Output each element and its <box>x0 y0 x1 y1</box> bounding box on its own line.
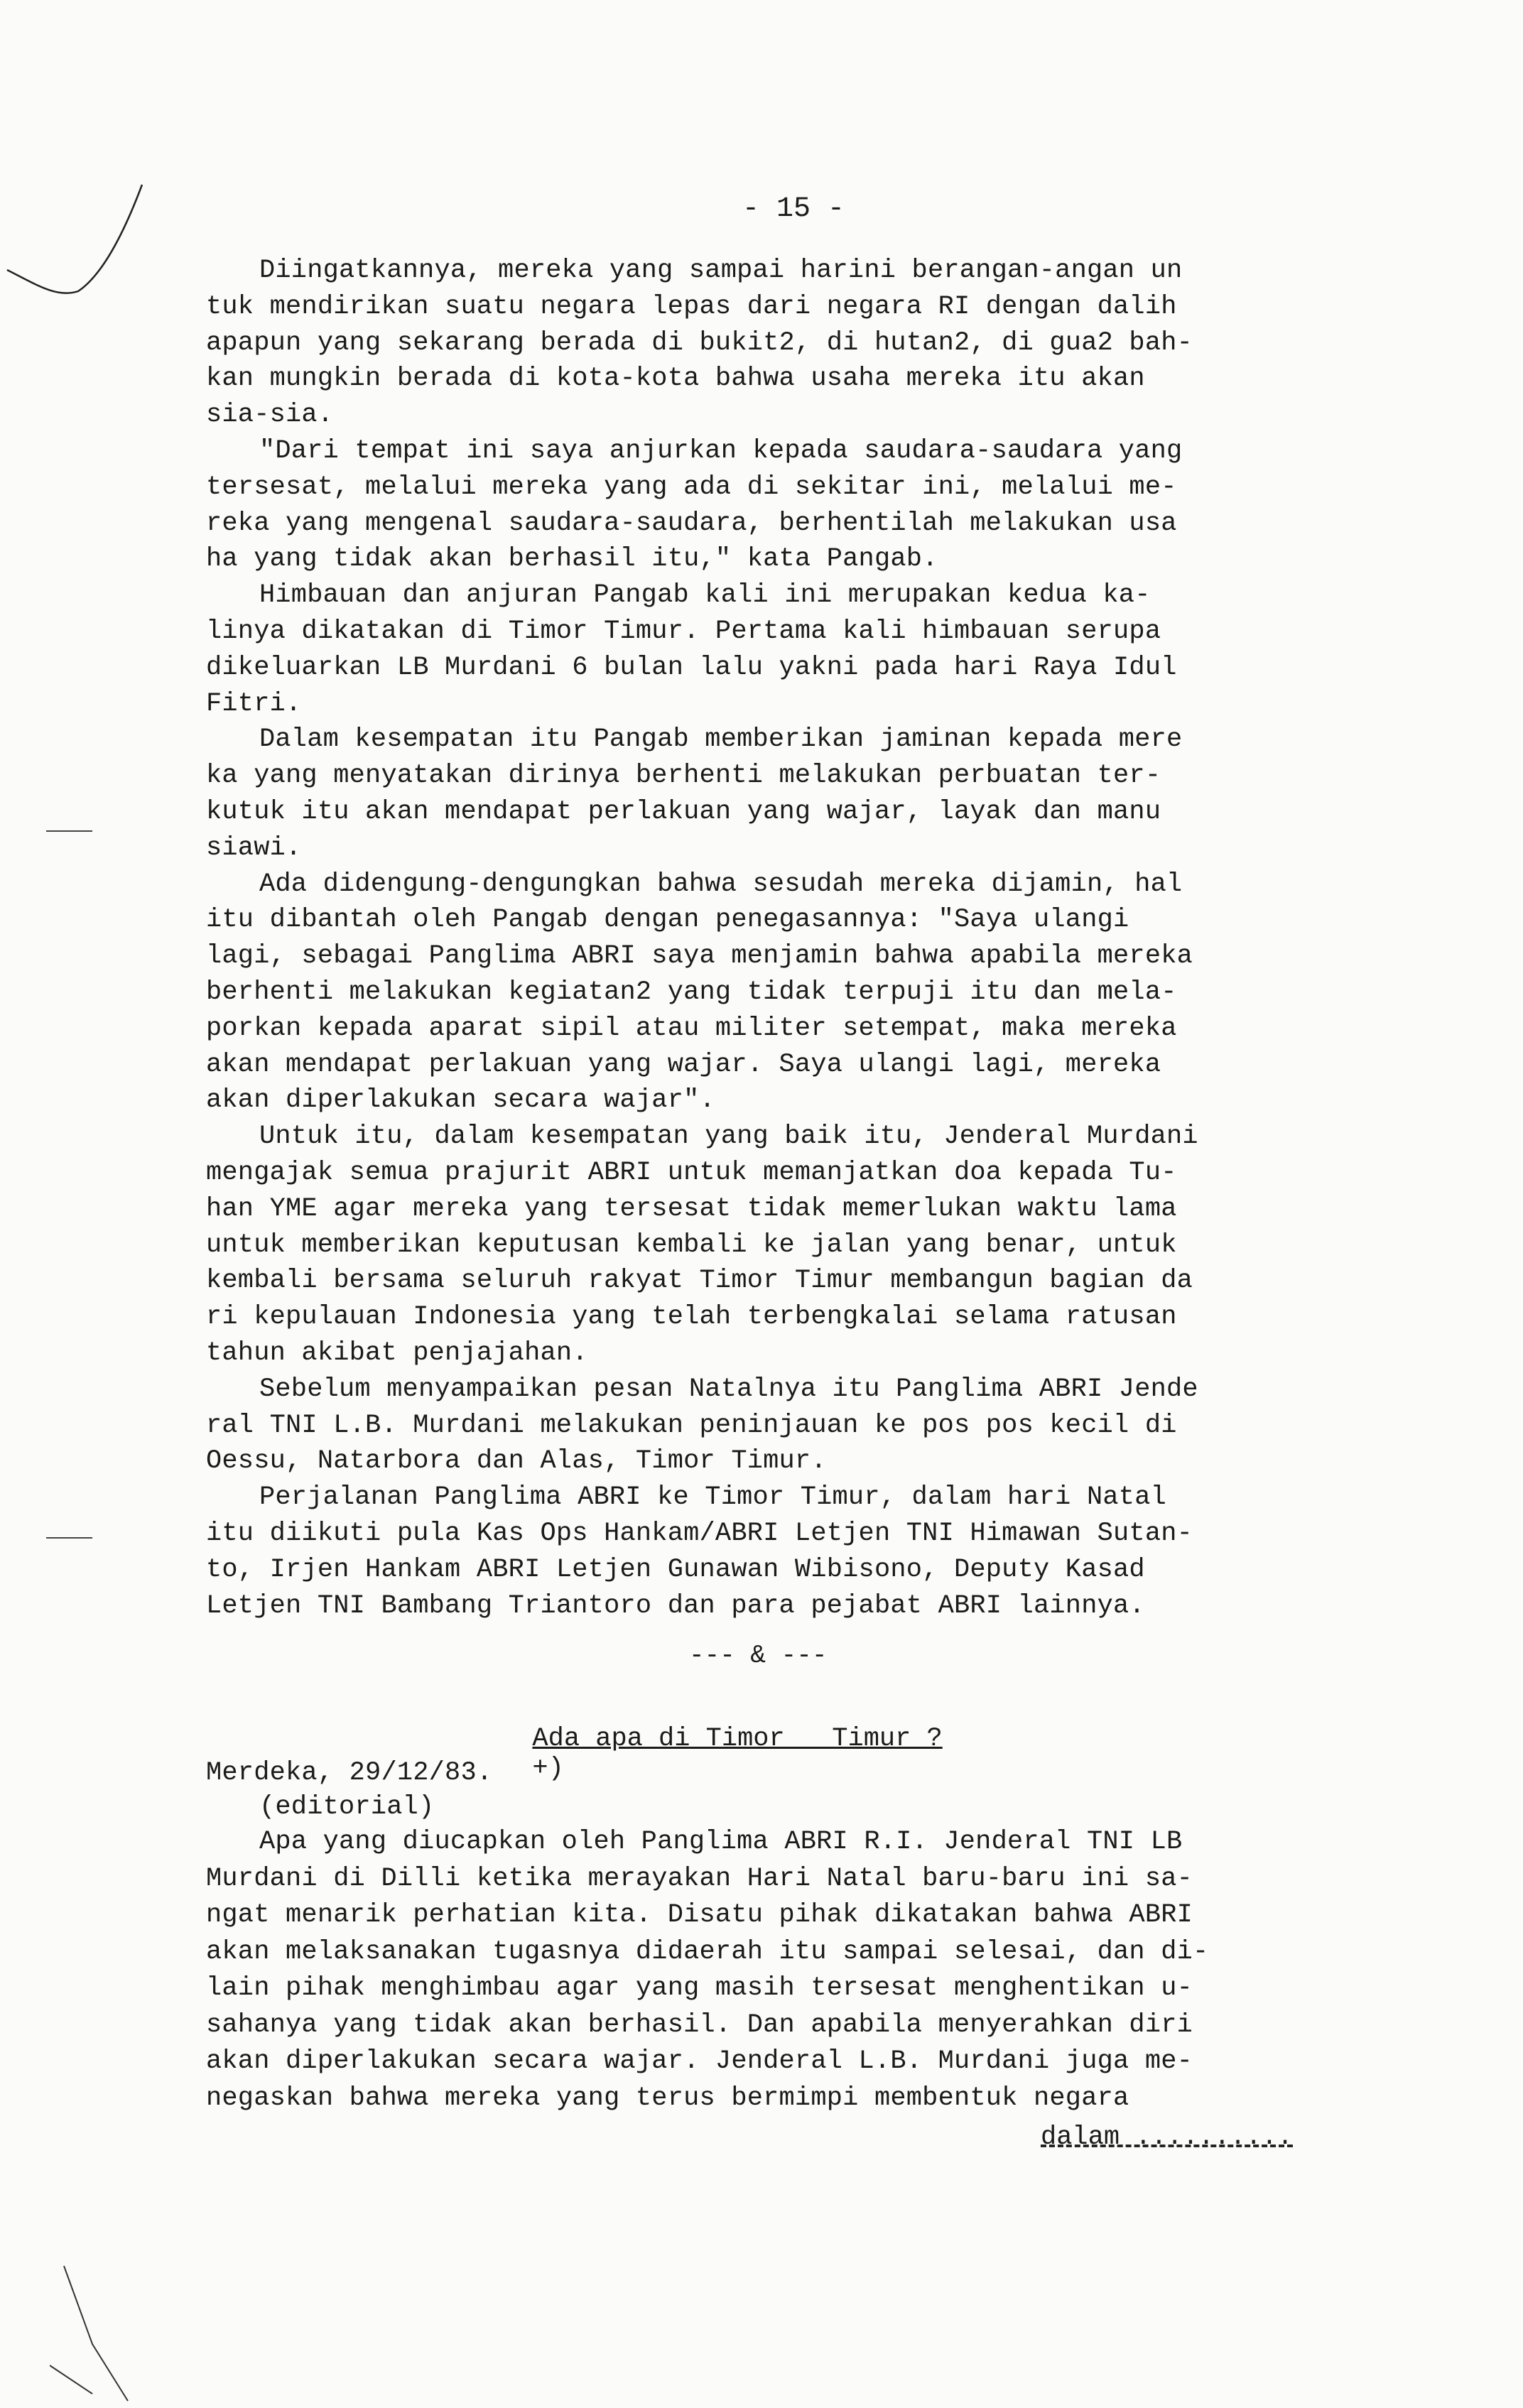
body-line: Sebelum menyampaikan pesan Natalnya itu Panglima ABRI Jende <box>259 1374 1198 1404</box>
article-line: Apa yang diucapkan oleh Panglima ABRI R.I. Jenderal TNI LB <box>259 1827 1183 1857</box>
body-line: mengajak semua prajurit ABRI untuk memanjatkan doa kepada Tu- <box>206 1158 1177 1188</box>
body-line: sia-sia. <box>206 400 334 430</box>
genre-line: (editorial) <box>259 1792 435 1822</box>
body-line: ka yang menyatakan dirinya berhenti melakukan perbuatan ter- <box>206 761 1161 791</box>
body-line: Fitri. <box>206 688 302 719</box>
corner-stroke-mark <box>50 2259 135 2408</box>
body-line: Diingatkannya, mereka yang sampai harini berangan-angan un <box>259 256 1183 286</box>
body-line: akan mendapat perlakuan yang wajar. Saya ulangi lagi, mereka <box>206 1049 1161 1080</box>
body-line: ri kepulauan Indonesia yang telah terbengkalai selama ratusan <box>206 1302 1177 1333</box>
catchword: dalam .......... <box>1041 2122 1294 2152</box>
body-line: reka yang mengenal saudara-saudara, berhentilah melakukan usa <box>206 508 1177 538</box>
body-line: tersesat, melalui mereka yang ada di sekitar ini, melalui me- <box>206 472 1177 502</box>
article-line: ngat menarik perhatian kita. Disatu pihak dikatakan bahwa ABRI <box>206 1900 1193 1930</box>
margin-dash-mark <box>43 1531 99 1545</box>
body-line: berhenti melakukan kegiatan2 yang tidak terpuji itu dan mela- <box>206 977 1177 1007</box>
body-line: Perjalanan Panglima ABRI ke Timor Timur, dalam hari Natal <box>259 1482 1167 1513</box>
article-line: akan melaksanakan tugasnya didaerah itu sampai selesai, dan di- <box>206 1936 1209 1967</box>
body-line: apapun yang sekarang berada di bukit2, di hutan2, di gua2 bah- <box>206 327 1193 358</box>
article-line: lain pihak menghimbau agar yang masih tersesat menghentikan u- <box>206 1973 1193 2003</box>
margin-dash-mark <box>43 824 99 838</box>
body-line: Dalam kesempatan itu Pangab memberikan jaminan kepada mere <box>259 725 1183 755</box>
body-line: ha yang tidak akan berhasil itu," kata Pangab. <box>206 544 938 575</box>
page-number: - 15 - <box>742 193 845 225</box>
body-line: dikeluarkan LB Murdani 6 bulan lalu yakni pada hari Raya Idul <box>206 652 1177 683</box>
pen-stroke-mark <box>0 163 163 305</box>
body-line: tahun akibat penjajahan. <box>206 1338 588 1368</box>
article-line: sahanya yang tidak akan berhasil. Dan apabila menyerahkan diri <box>206 2010 1193 2040</box>
body-line: Untuk itu, dalam kesempatan yang baik itu, Jenderal Murdani <box>259 1122 1198 1152</box>
body-line: Oessu, Natarbora dan Alas, Timor Timur. <box>206 1446 827 1477</box>
source-line: Merdeka, 29/12/83. <box>206 1758 493 1788</box>
body-line: to, Irjen Hankam ABRI Letjen Gunawan Wibisono, Deputy Kasad <box>206 1554 1145 1585</box>
body-line: akan diperlakukan secara wajar". <box>206 1085 715 1116</box>
body-line: ral TNI L.B. Murdani melakukan peninjauan ke pos pos kecil di <box>206 1410 1177 1441</box>
body-line: Himbauan dan anjuran Pangab kali ini merupakan kedua ka- <box>259 580 1151 611</box>
body-line: han YME agar mereka yang tersesat tidak memerlukan waktu lama <box>206 1193 1177 1224</box>
body-line: kembali bersama seluruh rakyat Timor Timur membangun bagian da <box>206 1266 1193 1296</box>
body-line: linya dikatakan di Timor Timur. Pertama kali himbauan serupa <box>206 617 1161 646</box>
article-title-text: Ada apa di Timor Timur ? <box>532 1724 943 1754</box>
body-line: itu diikuti pula Kas Ops Hankam/ABRI Letjen TNI Himawan Sutan- <box>206 1519 1193 1549</box>
body-line: kan mungkin berada di kota-kota bahwa usaha mereka itu akan <box>206 364 1145 394</box>
body-line: siawi. <box>206 833 302 863</box>
body-line: kutuk itu akan mendapat perlakuan yang wajar, layak dan manu <box>206 797 1161 827</box>
section-separator: --- & --- <box>689 1641 828 1670</box>
body-line: itu dibantah oleh Pangab dengan penegasannya: "Saya ulangi <box>206 905 1129 935</box>
article-title <box>501 1694 943 1784</box>
body-line: "Dari tempat ini saya anjurkan kepada saudara-saudara yang <box>259 436 1183 466</box>
body-line: lagi, sebagai Panglima ABRI saya menjamin bahwa apabila mereka <box>206 941 1193 972</box>
body-line: tuk mendirikan suatu negara lepas dari negara RI dengan dalih <box>206 291 1177 322</box>
body-line: untuk memberikan keputusan kembali ke jalan yang benar, untuk <box>206 1230 1177 1260</box>
article-title-suffix: +) <box>532 1754 564 1784</box>
article-line: Murdani di Dilli ketika merayakan Hari Natal baru-baru ini sa- <box>206 1863 1193 1894</box>
body-line: Letjen TNI Bambang Triantoro dan para pejabat ABRI lainnya. <box>206 1590 1145 1621</box>
body-line: Ada didengung-dengungkan bahwa sesudah mereka dijamin, hal <box>259 869 1183 899</box>
article-line: negaskan bahwa mereka yang terus bermimpi membentuk negara <box>206 2083 1129 2113</box>
body-line: porkan kepada aparat sipil atau militer setempat, maka mereka <box>206 1013 1177 1043</box>
article-line: akan diperlakukan secara wajar. Jenderal L.B. Murdani juga me- <box>206 2046 1193 2076</box>
